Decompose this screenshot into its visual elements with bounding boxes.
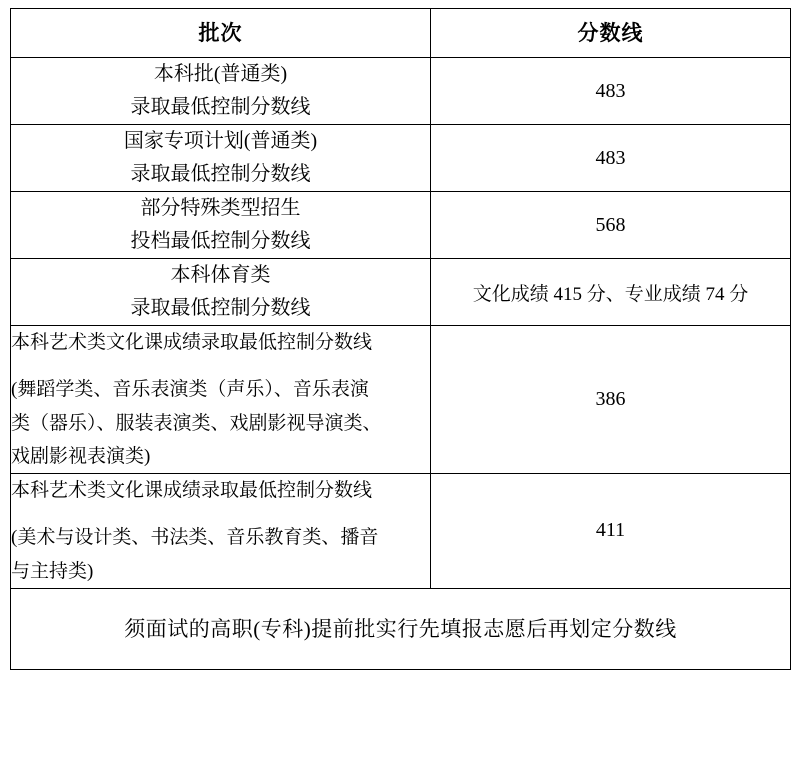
row-score-4: 386 bbox=[431, 326, 791, 474]
row-category-line: 国家专项计划(普通类) bbox=[123, 130, 318, 152]
footer-note: 须面试的高职(专科)提前批实行先填报志愿后再划定分数线 bbox=[11, 588, 791, 669]
row-score-1: 483 bbox=[431, 125, 791, 192]
table-row bbox=[11, 125, 791, 192]
row-category-detail-line: (舞蹈学类、音乐表演类（声乐）、音乐表演 bbox=[11, 379, 369, 401]
row-category-3 bbox=[11, 259, 431, 326]
row-category-0 bbox=[11, 58, 431, 125]
row-category-detail-line: 类（器乐）、服装表演类、戏剧影视导演类、 bbox=[11, 412, 382, 434]
table-row bbox=[11, 474, 791, 589]
row-category-1 bbox=[11, 125, 431, 192]
score-line-table bbox=[10, 8, 791, 670]
row-category-title: 本科艺术类文化课成绩录取最低控制分数线 bbox=[11, 332, 373, 353]
row-category-5 bbox=[11, 474, 431, 589]
row-category-line: 部分特殊类型招生 bbox=[140, 197, 301, 219]
row-category-title: 本科艺术类文化课成绩录取最低控制分数线 bbox=[11, 480, 373, 501]
row-category-line: 本科体育类 bbox=[170, 264, 271, 286]
table-row bbox=[11, 58, 791, 125]
row-category-line: 录取最低控制分数线 bbox=[130, 96, 311, 118]
row-category-detail-line: 戏剧影视表演类) bbox=[11, 445, 151, 467]
row-category-detail-line: 与主持类) bbox=[11, 560, 94, 582]
header-category: 批次 bbox=[11, 9, 431, 58]
row-category-line: 投档最低控制分数线 bbox=[130, 230, 311, 252]
row-category-line: 本科批(普通类) bbox=[153, 63, 288, 85]
row-score-0: 483 bbox=[431, 58, 791, 125]
table-footer-row bbox=[11, 588, 791, 669]
table-header-row bbox=[11, 9, 791, 58]
row-category-2 bbox=[11, 192, 431, 259]
row-category-line: 录取最低控制分数线 bbox=[130, 297, 311, 319]
table-row bbox=[11, 326, 791, 474]
table-row bbox=[11, 259, 791, 326]
header-score: 分数线 bbox=[431, 9, 791, 58]
row-category-line: 录取最低控制分数线 bbox=[130, 163, 311, 185]
row-category-4 bbox=[11, 326, 431, 474]
table-row bbox=[11, 192, 791, 259]
row-category-detail-line: (美术与设计类、书法类、音乐教育类、播音 bbox=[11, 527, 379, 549]
row-score-5: 411 bbox=[431, 474, 791, 589]
row-score-3: 文化成绩 415 分、专业成绩 74 分 bbox=[431, 259, 791, 326]
row-score-2: 568 bbox=[431, 192, 791, 259]
